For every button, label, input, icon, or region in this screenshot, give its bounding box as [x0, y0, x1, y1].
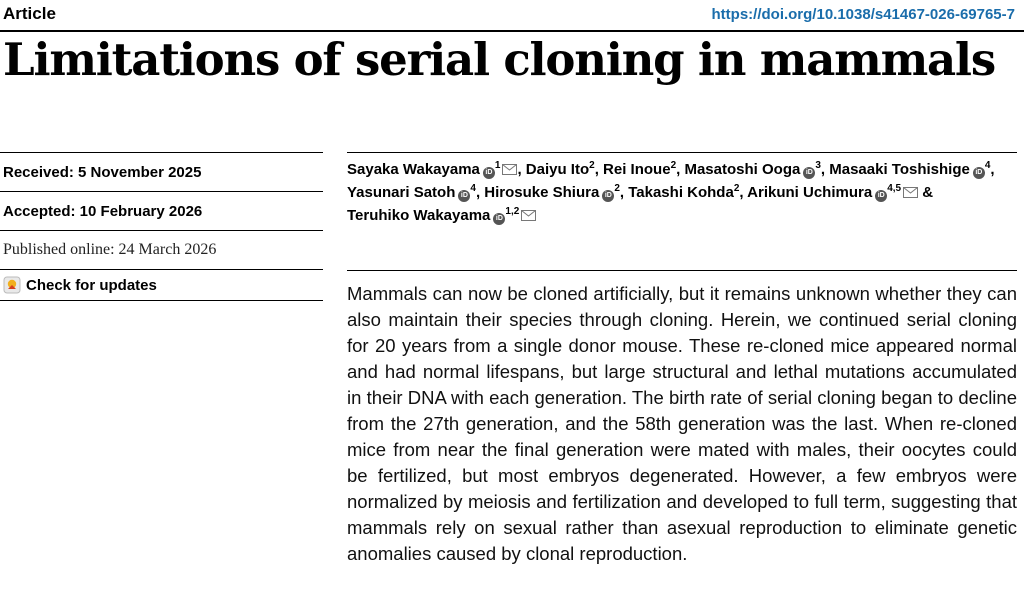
- email-icon[interactable]: [521, 210, 536, 221]
- article-header: [0, 0, 1024, 28]
- received-date: Received: 5 November 2025: [3, 164, 202, 181]
- affiliation-number: 1: [494, 160, 501, 171]
- orcid-icon[interactable]: iD: [875, 190, 887, 202]
- author-name[interactable]: Arikuni Uchimura: [747, 184, 873, 201]
- author-name[interactable]: Masatoshi Ooga: [684, 161, 801, 178]
- author-name[interactable]: Yasunari Satoh: [347, 184, 456, 201]
- affiliation-number: 2: [589, 160, 595, 171]
- author-item: [603, 161, 676, 178]
- header-divider: [0, 30, 1024, 32]
- author-item: [347, 161, 517, 178]
- affiliation-number: 2: [670, 160, 677, 171]
- orcid-icon[interactable]: iD: [493, 213, 505, 225]
- author-name[interactable]: Sayaka Wakayama: [347, 161, 480, 178]
- author-name[interactable]: Teruhiko Wakayama: [347, 207, 491, 224]
- author-item: [684, 161, 820, 178]
- accepted-date-row: [0, 191, 323, 230]
- author-name[interactable]: Hirosuke Shiura: [484, 184, 600, 201]
- check-for-updates-label: Check for updates: [26, 277, 157, 294]
- affiliation-number: 3: [815, 160, 821, 171]
- author-name[interactable]: Masaaki Toshishige: [829, 161, 970, 178]
- author-item: [628, 184, 739, 201]
- authors-divider: [347, 152, 1017, 153]
- published-date: Published online: 24 March 2026: [3, 241, 217, 258]
- publication-dates-panel: [0, 152, 323, 301]
- article-title: Limitations of serial cloning in mammals: [3, 33, 995, 86]
- email-icon[interactable]: [903, 187, 918, 198]
- author-item: [747, 184, 918, 201]
- received-date-row: [0, 152, 323, 191]
- affiliation-number: 4,5: [887, 183, 902, 194]
- orcid-icon[interactable]: iD: [602, 190, 614, 202]
- affiliation-number: 4: [470, 183, 476, 194]
- author-item: [526, 161, 595, 178]
- abstract-divider: [347, 270, 1017, 271]
- orcid-icon[interactable]: iD: [973, 167, 985, 179]
- author-item: [829, 161, 990, 178]
- abstract-text: Mammals can now be cloned artificially, but it remains unknown whether they can also maintain their species through cloning. Herein, we continued serial cloning for 20 years from a single donor mouse. These re-cloned mice appeared normal and had normal lifespans, but large structural and lethal mutations accumulated in their DNA with each generation. The birth rate of serial cloning began to decline from the 27th generation, and the 58th generation was the last. When re-cloned mice from near the final generation were mated with males, their oocytes could be fertilized, but most embryos degenerated. However, a few embryos were normalized by meiosis and fertilization and developed to full term, suggesting that mammals rely on sexual rather than asexual reproduction to eliminate genetic anomalies caused by clonal reproduction.: [347, 283, 1017, 564]
- author-name[interactable]: Takashi Kohda: [628, 184, 734, 201]
- author-name[interactable]: Rei Inoue: [603, 161, 671, 178]
- author-item: [484, 184, 620, 201]
- affiliation-number: 2: [614, 183, 620, 194]
- affiliation-number: 2: [733, 183, 740, 194]
- author-item: [347, 207, 536, 224]
- author-item: [347, 184, 476, 201]
- orcid-icon[interactable]: iD: [458, 190, 470, 202]
- affiliation-number: 4: [984, 160, 991, 171]
- article-type-label: Article: [3, 4, 56, 23]
- author-list: Sayaka Wakayama $iD^1$ , Daiyu Ito$^2$, Rei Inoue$^2$, Masatoshi Ooga $iD^3$, Masaaki Toshishige $iD^4$, Yasunari Satoh $iD^4$, Hirosuke Shiura $iD^2$, Takashi Kohda$^2$, Arikuni Uchimura iD$^{4,5}$ & Teruhiko Wakayama iD$^{1,2}$: [347, 160, 995, 224]
- orcid-icon[interactable]: iD: [803, 167, 815, 179]
- published-date-row: [0, 230, 323, 269]
- check-for-updates-icon: [3, 276, 21, 294]
- doi-link[interactable]: https://doi.org/10.1038/s41467-026-69765-7: [711, 6, 1015, 23]
- affiliation-number: 1,2: [505, 206, 520, 217]
- author-name[interactable]: Daiyu Ito: [525, 161, 590, 178]
- email-icon[interactable]: [502, 164, 517, 175]
- accepted-date: Accepted: 10 February 2026: [3, 203, 203, 220]
- orcid-icon[interactable]: iD: [483, 167, 495, 179]
- check-for-updates-button[interactable]: [0, 269, 323, 301]
